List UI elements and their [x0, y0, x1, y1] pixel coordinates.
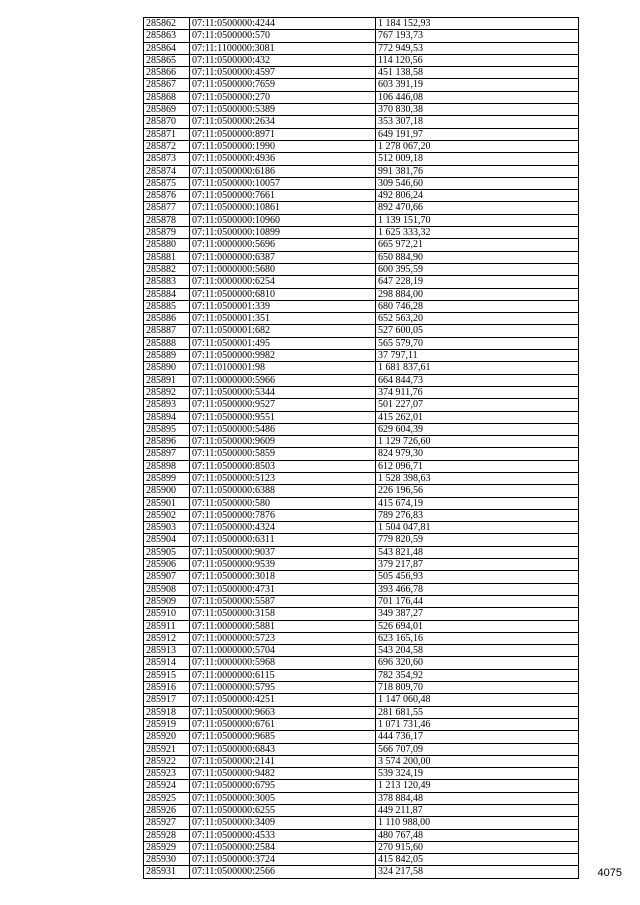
- table-row: [144, 42, 579, 54]
- cadastral-number-cell: 07:11:0500000:4936: [190, 153, 376, 165]
- value-cell: 1 504 047,81: [376, 522, 579, 534]
- cadastral-number-cell: 07:11:0500000:3724: [190, 854, 376, 866]
- value-cell: 512 009,18: [376, 153, 579, 165]
- row-number-cell: 285914: [144, 657, 190, 669]
- row-number-cell: 285897: [144, 448, 190, 460]
- table-row: [144, 140, 579, 152]
- value-cell: 1 129 726,60: [376, 436, 579, 448]
- table-row: [144, 423, 579, 435]
- table-row: [144, 768, 579, 780]
- table-row: [144, 841, 579, 853]
- value-cell: 415 674,19: [376, 497, 579, 509]
- row-number-cell: 285916: [144, 682, 190, 694]
- table-row: [144, 227, 579, 239]
- row-number-cell: 285917: [144, 694, 190, 706]
- value-cell: 480 767,48: [376, 829, 579, 841]
- row-number-cell: 285905: [144, 546, 190, 558]
- value-cell: 1 110 988,00: [376, 817, 579, 829]
- value-cell: 1 528 398,63: [376, 472, 579, 484]
- value-cell: 378 884,48: [376, 792, 579, 804]
- table-body: [144, 18, 579, 879]
- table-row: [144, 755, 579, 767]
- value-cell: 415 262,01: [376, 411, 579, 423]
- cadastral-number-cell: 07:11:0500000:6843: [190, 743, 376, 755]
- cadastral-number-cell: 07:11:0100001:98: [190, 362, 376, 374]
- cadastral-number-cell: 07:11:0500000:9539: [190, 559, 376, 571]
- table-row: [144, 460, 579, 472]
- row-number-cell: 285878: [144, 214, 190, 226]
- row-number-cell: 285924: [144, 780, 190, 792]
- cadastral-number-cell: 07:11:0500000:4251: [190, 694, 376, 706]
- cadastral-number-cell: 07:11:0500000:6255: [190, 805, 376, 817]
- cadastral-number-cell: 07:11:0500000:5587: [190, 595, 376, 607]
- table-row: [144, 67, 579, 79]
- row-number-cell: 285930: [144, 854, 190, 866]
- value-cell: 824 979,30: [376, 448, 579, 460]
- table-row: [144, 792, 579, 804]
- row-number-cell: 285882: [144, 263, 190, 275]
- row-number-cell: 285927: [144, 817, 190, 829]
- table-row: [144, 79, 579, 91]
- row-number-cell: 285915: [144, 669, 190, 681]
- value-cell: 789 276,83: [376, 509, 579, 521]
- cadastral-number-cell: 07:11:0500000:4597: [190, 67, 376, 79]
- value-cell: 767 193,73: [376, 30, 579, 42]
- table-row: [144, 534, 579, 546]
- row-number-cell: 285901: [144, 497, 190, 509]
- row-number-cell: 285862: [144, 18, 190, 30]
- table-row: [144, 780, 579, 792]
- value-cell: 492 806,24: [376, 190, 579, 202]
- row-number-cell: 285928: [144, 829, 190, 841]
- row-number-cell: 285872: [144, 140, 190, 152]
- cadastral-number-cell: 07:11:0500000:9663: [190, 706, 376, 718]
- cadastral-number-cell: 07:11:0500000:5123: [190, 472, 376, 484]
- value-cell: 701 176,44: [376, 595, 579, 607]
- value-cell: 309 546,60: [376, 177, 579, 189]
- table-row: [144, 829, 579, 841]
- value-cell: 650 884,90: [376, 251, 579, 263]
- value-cell: 612 096,71: [376, 460, 579, 472]
- cadastral-number-cell: 07:11:0500001:495: [190, 337, 376, 349]
- registry-table: [143, 17, 579, 879]
- table-row: [144, 669, 579, 681]
- row-number-cell: 285925: [144, 792, 190, 804]
- cadastral-number-cell: 07:11:0500000:2634: [190, 116, 376, 128]
- cadastral-number-cell: 07:11:0500000:5486: [190, 423, 376, 435]
- cadastral-number-cell: 07:11:0000000:6254: [190, 276, 376, 288]
- table-row: [144, 571, 579, 583]
- value-cell: 566 707,09: [376, 743, 579, 755]
- cadastral-number-cell: 07:11:0500000:9482: [190, 768, 376, 780]
- row-number-cell: 285868: [144, 91, 190, 103]
- value-cell: 505 456,93: [376, 571, 579, 583]
- cadastral-number-cell: 07:11:0500000:3158: [190, 608, 376, 620]
- cadastral-number-cell: 07:11:0500000:5389: [190, 104, 376, 116]
- cadastral-number-cell: 07:11:0500000:9685: [190, 731, 376, 743]
- cadastral-number-cell: 07:11:0500000:4731: [190, 583, 376, 595]
- table-row: [144, 202, 579, 214]
- row-number-cell: 285912: [144, 632, 190, 644]
- table-row: [144, 239, 579, 251]
- cadastral-number-cell: 07:11:0500000:270: [190, 91, 376, 103]
- cadastral-number-cell: 07:11:0000000:5881: [190, 620, 376, 632]
- table-row: [144, 91, 579, 103]
- table-row: [144, 559, 579, 571]
- cadastral-number-cell: 07:11:0500000:1990: [190, 140, 376, 152]
- row-number-cell: 285900: [144, 485, 190, 497]
- cadastral-number-cell: 07:11:0500000:9982: [190, 350, 376, 362]
- cadastral-number-cell: 07:11:0000000:5795: [190, 682, 376, 694]
- value-cell: 1 071 731,46: [376, 718, 579, 730]
- cadastral-number-cell: 07:11:0500000:7659: [190, 79, 376, 91]
- table-row: [144, 300, 579, 312]
- row-number-cell: 285883: [144, 276, 190, 288]
- value-cell: 991 381,76: [376, 165, 579, 177]
- value-cell: 3 574 200,00: [376, 755, 579, 767]
- cadastral-number-cell: 07:11:0500000:8503: [190, 460, 376, 472]
- table-row: [144, 522, 579, 534]
- value-cell: 298 884,00: [376, 288, 579, 300]
- table-row: [144, 165, 579, 177]
- value-cell: 543 204,58: [376, 645, 579, 657]
- row-number-cell: 285863: [144, 30, 190, 42]
- row-number-cell: 285921: [144, 743, 190, 755]
- table-row: [144, 399, 579, 411]
- value-cell: 374 911,76: [376, 386, 579, 398]
- table-row: [144, 104, 579, 116]
- table-row: [144, 288, 579, 300]
- cadastral-number-cell: 07:11:0500000:9551: [190, 411, 376, 423]
- table-row: [144, 497, 579, 509]
- table-row: [144, 116, 579, 128]
- table-row: [144, 657, 579, 669]
- table-row: [144, 362, 579, 374]
- row-number-cell: 285895: [144, 423, 190, 435]
- table-row: [144, 595, 579, 607]
- row-number-cell: 285886: [144, 313, 190, 325]
- row-number-cell: 285906: [144, 559, 190, 571]
- value-cell: 680 746,28: [376, 300, 579, 312]
- value-cell: 324 217,58: [376, 866, 579, 878]
- value-cell: 349 387,27: [376, 608, 579, 620]
- value-cell: 37 797,11: [376, 350, 579, 362]
- table-row: [144, 276, 579, 288]
- row-number-cell: 285871: [144, 128, 190, 140]
- table-row: [144, 190, 579, 202]
- value-cell: 696 320,60: [376, 657, 579, 669]
- value-cell: 782 354,92: [376, 669, 579, 681]
- cadastral-number-cell: 07:11:0500000:10899: [190, 227, 376, 239]
- table-row: [144, 854, 579, 866]
- value-cell: 106 446,08: [376, 91, 579, 103]
- cadastral-number-cell: 07:11:0500000:10057: [190, 177, 376, 189]
- row-number-cell: 285922: [144, 755, 190, 767]
- cadastral-number-cell: 07:11:1100000:3081: [190, 42, 376, 54]
- cadastral-number-cell: 07:11:0500000:3409: [190, 817, 376, 829]
- cadastral-number-cell: 07:11:0000000:5680: [190, 263, 376, 275]
- row-number-cell: 285893: [144, 399, 190, 411]
- row-number-cell: 285931: [144, 866, 190, 878]
- row-number-cell: 285864: [144, 42, 190, 54]
- row-number-cell: 285865: [144, 54, 190, 66]
- row-number-cell: 285913: [144, 645, 190, 657]
- table-row: [144, 546, 579, 558]
- row-number-cell: 285904: [144, 534, 190, 546]
- row-number-cell: 285887: [144, 325, 190, 337]
- cadastral-number-cell: 07:11:0500000:6795: [190, 780, 376, 792]
- cadastral-number-cell: 07:11:0500000:9037: [190, 546, 376, 558]
- value-cell: 647 228,19: [376, 276, 579, 288]
- value-cell: 652 563,20: [376, 313, 579, 325]
- table-row: [144, 632, 579, 644]
- table-row: [144, 251, 579, 263]
- cadastral-number-cell: 07:11:0500000:4324: [190, 522, 376, 534]
- table-row: [144, 411, 579, 423]
- cadastral-number-cell: 07:11:0500000:9609: [190, 436, 376, 448]
- table-row: [144, 313, 579, 325]
- row-number-cell: 285884: [144, 288, 190, 300]
- value-cell: 393 466,78: [376, 583, 579, 595]
- row-number-cell: 285890: [144, 362, 190, 374]
- row-number-cell: 285899: [144, 472, 190, 484]
- cadastral-number-cell: 07:11:0500000:4533: [190, 829, 376, 841]
- cadastral-number-cell: 07:11:0500000:432: [190, 54, 376, 66]
- table-row: [144, 866, 579, 878]
- table-row: [144, 386, 579, 398]
- table-row: [144, 645, 579, 657]
- cadastral-number-cell: 07:11:0500000:2141: [190, 755, 376, 767]
- table-row: [144, 682, 579, 694]
- value-cell: 527 600,05: [376, 325, 579, 337]
- cadastral-number-cell: 07:11:0500000:6810: [190, 288, 376, 300]
- row-number-cell: 285880: [144, 239, 190, 251]
- row-number-cell: 285918: [144, 706, 190, 718]
- cadastral-number-cell: 07:11:0000000:5704: [190, 645, 376, 657]
- table-row: [144, 263, 579, 275]
- row-number-cell: 285873: [144, 153, 190, 165]
- value-cell: 718 809,70: [376, 682, 579, 694]
- cadastral-number-cell: 07:11:0500001:339: [190, 300, 376, 312]
- cadastral-number-cell: 07:11:0000000:5968: [190, 657, 376, 669]
- cadastral-number-cell: 07:11:0500000:580: [190, 497, 376, 509]
- cadastral-number-cell: 07:11:0000000:5696: [190, 239, 376, 251]
- value-cell: 539 324,19: [376, 768, 579, 780]
- row-number-cell: 285896: [144, 436, 190, 448]
- cadastral-number-cell: 07:11:0500000:8971: [190, 128, 376, 140]
- cadastral-number-cell: 07:11:0500000:2566: [190, 866, 376, 878]
- table-row: [144, 706, 579, 718]
- cadastral-number-cell: 07:11:0500000:2584: [190, 841, 376, 853]
- cadastral-number-cell: 07:11:0500000:6311: [190, 534, 376, 546]
- row-number-cell: 285903: [144, 522, 190, 534]
- value-cell: 226 196,56: [376, 485, 579, 497]
- value-cell: 1 139 151,70: [376, 214, 579, 226]
- table-row: [144, 731, 579, 743]
- cadastral-number-cell: 07:11:0500001:682: [190, 325, 376, 337]
- value-cell: 526 694,01: [376, 620, 579, 632]
- cadastral-number-cell: 07:11:0500000:7876: [190, 509, 376, 521]
- row-number-cell: 285908: [144, 583, 190, 595]
- row-number-cell: 285877: [144, 202, 190, 214]
- value-cell: 451 138,58: [376, 67, 579, 79]
- value-cell: 565 579,70: [376, 337, 579, 349]
- value-cell: 353 307,18: [376, 116, 579, 128]
- cadastral-number-cell: 07:11:0500000:7661: [190, 190, 376, 202]
- table-row: [144, 448, 579, 460]
- table-row: [144, 337, 579, 349]
- table-row: [144, 485, 579, 497]
- value-cell: 1 213 120,49: [376, 780, 579, 792]
- row-number-cell: 285892: [144, 386, 190, 398]
- cadastral-number-cell: 07:11:0500000:9527: [190, 399, 376, 411]
- value-cell: 543 821,48: [376, 546, 579, 558]
- value-cell: 779 820,59: [376, 534, 579, 546]
- cadastral-number-cell: 07:11:0500000:3018: [190, 571, 376, 583]
- table-row: [144, 472, 579, 484]
- table-row: [144, 817, 579, 829]
- row-number-cell: 285891: [144, 374, 190, 386]
- value-cell: 600 395,59: [376, 263, 579, 275]
- cadastral-number-cell: 07:11:0500000:4244: [190, 18, 376, 30]
- row-number-cell: 285876: [144, 190, 190, 202]
- cadastral-number-cell: 07:11:0500000:3005: [190, 792, 376, 804]
- value-cell: 270 915,60: [376, 841, 579, 853]
- cadastral-number-cell: 07:11:0500000:5344: [190, 386, 376, 398]
- row-number-cell: 285909: [144, 595, 190, 607]
- row-number-cell: 285926: [144, 805, 190, 817]
- cadastral-number-cell: 07:11:0000000:5966: [190, 374, 376, 386]
- row-number-cell: 285929: [144, 841, 190, 853]
- row-number-cell: 285910: [144, 608, 190, 620]
- row-number-cell: 285919: [144, 718, 190, 730]
- value-cell: 1 184 152,93: [376, 18, 579, 30]
- cadastral-number-cell: 07:11:0000000:5723: [190, 632, 376, 644]
- value-cell: 629 604,39: [376, 423, 579, 435]
- row-number-cell: 285879: [144, 227, 190, 239]
- page-number: 4075: [597, 867, 622, 879]
- row-number-cell: 285902: [144, 509, 190, 521]
- table-row: [144, 436, 579, 448]
- table-row: [144, 30, 579, 42]
- row-number-cell: 285874: [144, 165, 190, 177]
- table-row: [144, 177, 579, 189]
- cadastral-number-cell: 07:11:0500000:570: [190, 30, 376, 42]
- value-cell: 1 278 067,20: [376, 140, 579, 152]
- row-number-cell: 285867: [144, 79, 190, 91]
- cadastral-number-cell: 07:11:0500001:351: [190, 313, 376, 325]
- value-cell: 623 165,16: [376, 632, 579, 644]
- table-row: [144, 128, 579, 140]
- row-number-cell: 285920: [144, 731, 190, 743]
- value-cell: 501 227,07: [376, 399, 579, 411]
- value-cell: 1 681 837,61: [376, 362, 579, 374]
- table-row: [144, 718, 579, 730]
- row-number-cell: 285866: [144, 67, 190, 79]
- value-cell: 1 625 333,32: [376, 227, 579, 239]
- cadastral-number-cell: 07:11:0000000:6387: [190, 251, 376, 263]
- row-number-cell: 285888: [144, 337, 190, 349]
- row-number-cell: 285923: [144, 768, 190, 780]
- cadastral-number-cell: 07:11:0500000:10960: [190, 214, 376, 226]
- table-row: [144, 54, 579, 66]
- row-number-cell: 285898: [144, 460, 190, 472]
- value-cell: 665 972,21: [376, 239, 579, 251]
- cadastral-number-cell: 07:11:0500000:6186: [190, 165, 376, 177]
- table-row: [144, 694, 579, 706]
- table-row: [144, 583, 579, 595]
- table-row: [144, 374, 579, 386]
- row-number-cell: 285911: [144, 620, 190, 632]
- value-cell: 772 949,53: [376, 42, 579, 54]
- table-row: [144, 214, 579, 226]
- value-cell: 664 844,73: [376, 374, 579, 386]
- row-number-cell: 285875: [144, 177, 190, 189]
- value-cell: 1 147 060,48: [376, 694, 579, 706]
- table-row: [144, 805, 579, 817]
- value-cell: 114 120,56: [376, 54, 579, 66]
- value-cell: 379 217,87: [376, 559, 579, 571]
- value-cell: 444 736,17: [376, 731, 579, 743]
- cadastral-number-cell: 07:11:0500000:6388: [190, 485, 376, 497]
- table-row: [144, 743, 579, 755]
- row-number-cell: 285889: [144, 350, 190, 362]
- row-number-cell: 285894: [144, 411, 190, 423]
- value-cell: 415 842,05: [376, 854, 579, 866]
- value-cell: 370 830,38: [376, 104, 579, 116]
- table-row: [144, 350, 579, 362]
- cadastral-number-cell: 07:11:0500000:10861: [190, 202, 376, 214]
- cadastral-number-cell: 07:11:0500000:5859: [190, 448, 376, 460]
- row-number-cell: 285869: [144, 104, 190, 116]
- row-number-cell: 285881: [144, 251, 190, 263]
- table-row: [144, 153, 579, 165]
- table-row: [144, 509, 579, 521]
- table-row: [144, 608, 579, 620]
- table-row: [144, 620, 579, 632]
- table-row: [144, 18, 579, 30]
- value-cell: 449 211,87: [376, 805, 579, 817]
- row-number-cell: 285885: [144, 300, 190, 312]
- value-cell: 649 191,97: [376, 128, 579, 140]
- value-cell: 603 391,19: [376, 79, 579, 91]
- value-cell: 892 470,66: [376, 202, 579, 214]
- row-number-cell: 285870: [144, 116, 190, 128]
- cadastral-number-cell: 07:11:0000000:6115: [190, 669, 376, 681]
- cadastral-number-cell: 07:11:0500000:6761: [190, 718, 376, 730]
- value-cell: 281 681,55: [376, 706, 579, 718]
- row-number-cell: 285907: [144, 571, 190, 583]
- table-row: [144, 325, 579, 337]
